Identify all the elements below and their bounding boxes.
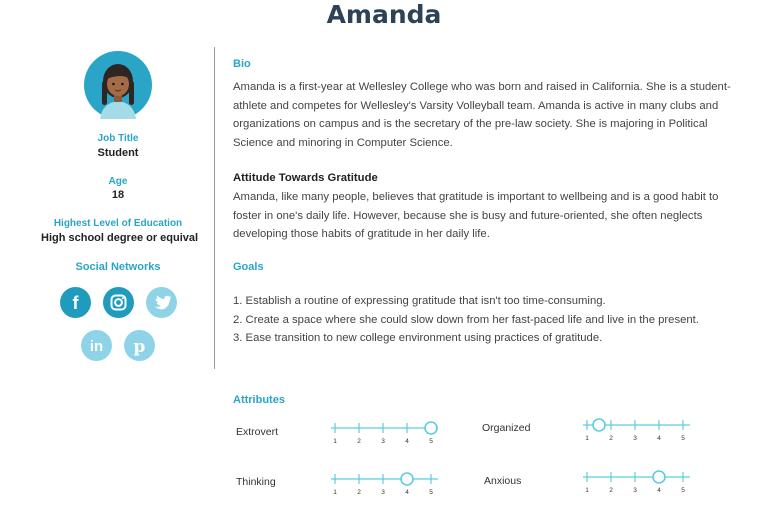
slider-tick-label: 4 <box>405 489 409 496</box>
column-divider <box>214 47 215 369</box>
goals-heading: Goals <box>233 261 264 273</box>
slider-handle[interactable] <box>593 419 605 431</box>
slider-tick-label: 5 <box>429 438 433 445</box>
bio-heading: Bio <box>233 58 251 70</box>
education-label: Highest Level of Education <box>53 218 183 229</box>
attribute-label-extrovert: Extrovert <box>236 426 279 438</box>
thinking-slider[interactable] <box>330 468 440 498</box>
job-title-label: Job Title <box>97 133 139 144</box>
organized-slider[interactable] <box>582 414 692 444</box>
slider-tick-label: 4 <box>405 438 409 445</box>
avatar <box>84 51 152 119</box>
svg-text:f: f <box>72 293 79 313</box>
attributes-heading: Attributes <box>233 394 285 406</box>
persona-name: Amanda <box>326 0 442 29</box>
attribute-label-anxious: Anxious <box>484 475 522 487</box>
bio-text: Amanda is a first-year at Wellesley College who was born and raised in California. She is a student-athlete and competes for Wellesley's Varsity Volleyball team. Amanda is active in many clubs and organizations on campus and is the secretary of the pre-law society. She is majoring in Political Science and minoring in Computer Science. <box>233 81 731 149</box>
slider-tick-label: 4 <box>657 435 661 442</box>
svg-text:in: in <box>89 338 104 355</box>
linkedin-icon[interactable] <box>81 330 112 361</box>
slider-tick-label: 1 <box>333 489 337 496</box>
slider-tick-label: 2 <box>357 438 361 445</box>
slider-tick-label: 1 <box>333 438 337 445</box>
goal-item: 1. Establish a routine of expressing gratitude that isn't too time-consuming. <box>233 295 606 307</box>
job-title-value: Student <box>97 147 139 159</box>
instagram-icon[interactable] <box>103 287 134 318</box>
slider-handle[interactable] <box>653 471 665 483</box>
slider-tick-label: 2 <box>357 489 361 496</box>
slider-tick-label: 3 <box>381 438 385 445</box>
slider-tick-label: 5 <box>681 435 685 442</box>
social-networks-label: Social Networks <box>75 261 161 273</box>
slider-tick-label: 4 <box>657 487 661 494</box>
slider-handle[interactable] <box>401 473 413 485</box>
twitter-icon[interactable] <box>146 287 177 318</box>
pinterest-icon[interactable] <box>124 330 155 361</box>
goal-item: 2. Create a space where she could slow down from her fast-paced life and live in the present. <box>233 313 699 326</box>
anxious-slider[interactable] <box>582 466 692 496</box>
slider-tick-label: 1 <box>585 487 589 494</box>
slider-tick-label: 2 <box>609 435 613 442</box>
slider-tick-label: 2 <box>609 487 613 494</box>
gratitude-heading: Attitude Towards Gratitude <box>233 172 378 184</box>
slider-tick-label: 1 <box>585 435 589 442</box>
gratitude-text: Amanda, like many people, believes that gratitude is important to wellbeing and is a good habit to foster in one's daily life. However, because she is busy and future-oriented, she often neglects developing those habits of gratitude in her daily life. <box>233 191 719 240</box>
slider-tick-label: 3 <box>633 487 637 494</box>
age-label: Age <box>108 176 128 187</box>
age-value: 18 <box>111 189 125 201</box>
slider-tick-label: 5 <box>429 489 433 496</box>
goals-list <box>233 292 753 348</box>
education-value: High school degree or equival <box>41 232 199 244</box>
extrovert-slider[interactable] <box>330 417 440 447</box>
slider-tick-label: 3 <box>381 489 385 496</box>
facebook-icon[interactable] <box>60 287 91 318</box>
attribute-label-organized: Organized <box>482 422 531 434</box>
slider-handle[interactable] <box>425 422 437 434</box>
svg-text:p: p <box>133 337 146 357</box>
goal-item: 3. Ease transition to new college environment using practices of gratitude. <box>233 332 603 345</box>
attribute-label-thinking: Thinking <box>236 476 276 488</box>
slider-tick-label: 5 <box>681 487 685 494</box>
slider-tick-label: 3 <box>633 435 637 442</box>
